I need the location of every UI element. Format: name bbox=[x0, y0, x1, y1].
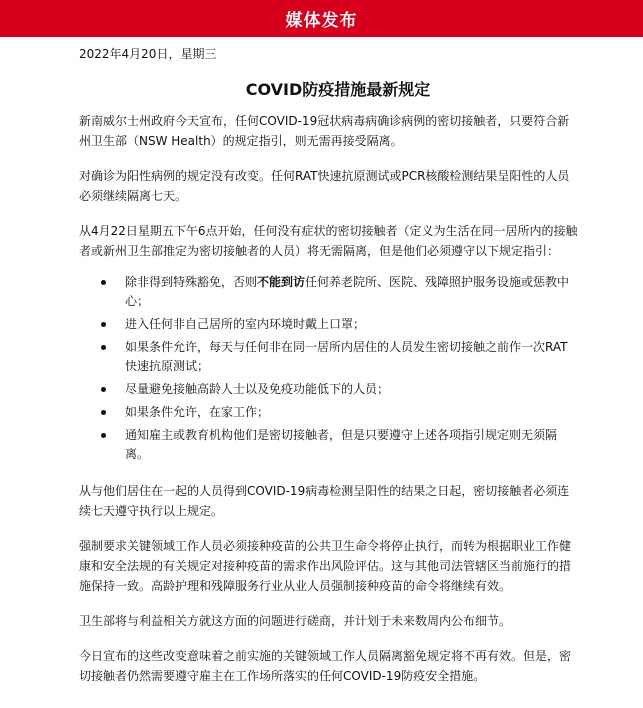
list-item bbox=[79, 426, 579, 464]
paragraph-exemption-end: 今日宣布的这些改变意味着之前实施的关键领域工作人员隔离豁免规定将不再有效。但是，密切接触者仍然需要遵守雇主在工作场所落实的任何COVID-19防疫安全措施。 bbox=[79, 649, 572, 683]
paragraph-seven-days: 从与他们居住在一起的人员得到COVID-19病毒检测呈阳性的结果之日起，密切接触者必须连续七天遵守执行以上规定。 bbox=[79, 484, 570, 518]
list-item bbox=[79, 315, 579, 334]
list-item bbox=[79, 403, 579, 422]
bullet-icon bbox=[101, 433, 106, 438]
banner-title: 媒体发布 bbox=[285, 11, 358, 31]
bullet-icon bbox=[101, 322, 106, 327]
guideline-list bbox=[79, 273, 579, 464]
list-item-text-before: 除非得到特殊豁免，否则 bbox=[125, 275, 258, 289]
media-release-banner bbox=[0, 0, 643, 37]
release-date: 2022年4月20日，星期三 bbox=[79, 47, 217, 61]
document-title: COVID防疫措施最新规定 bbox=[245, 80, 431, 99]
list-item bbox=[79, 273, 579, 311]
list-item-text: 进入任何非自己居所的室内环境时戴上口罩； bbox=[125, 317, 366, 331]
list-item-text-bold: 不能到访 bbox=[257, 275, 306, 289]
paragraph-vaccination-order: 强制要求关键领域工作人员必须接种疫苗的公共卫生命令将停止执行，而转为根据职业工作健康和安全法规的有关规定对接种疫苗的需求作出风险评估。这与其他司法管辖区当前施行的措施保持一致。高龄护理和残障服务行业从业人员强制接种疫苗的命令将继续有效。 bbox=[79, 539, 572, 593]
list-item-text-after: 任何养老院所、医院、残障照护服务设施或惩教中心； bbox=[125, 275, 570, 308]
paragraph-intro: 新南威尔士州政府今天宣布，任何COVID-19冠状病毒病确诊病例的密切接触者，只要符合新州卫生部（NSW Health）的规定指引，则无需再接受隔离。 bbox=[79, 114, 570, 148]
list-item-text: 如果条件允许，在家工作； bbox=[125, 405, 270, 419]
paragraph-positive-cases: 对确诊为阳性病例的规定没有改变。任何RAT快速抗原测试或PCR核酸检测结果呈阳性的人员必须继续隔离七天。 bbox=[79, 169, 570, 203]
list-item bbox=[79, 338, 579, 376]
bullet-icon bbox=[101, 345, 106, 350]
bullet-icon bbox=[101, 280, 106, 285]
paragraph-consultation: 卫生部将与利益相关方就这方面的问题进行磋商，并计划于未来数周内公布细节。 bbox=[79, 614, 512, 628]
list-item bbox=[79, 380, 579, 399]
list-item-text: 如果条件允许，每天与任何非在同一居所内居住的人员发生密切接触之前作一次RAT快速抗原测试； bbox=[125, 340, 568, 373]
paragraph-close-contacts: 从4月22日星期五下午6点开始，任何没有症状的密切接触者（定义为生活在同一居所内的接触者或新州卫生部推定为密切接触者的人员）将无需隔离，但是他们必须遵守以下规定指引： bbox=[79, 224, 578, 258]
document-body bbox=[79, 44, 579, 701]
bullet-icon bbox=[101, 410, 106, 415]
bullet-icon bbox=[101, 387, 106, 392]
list-item-text: 通知雇主或教育机构他们是密切接触者，但是只要遵守上述各项指引规定则无须隔离。 bbox=[125, 428, 558, 461]
list-item-text: 尽量避免接触高龄人士以及免疫功能低下的人员； bbox=[125, 382, 390, 396]
